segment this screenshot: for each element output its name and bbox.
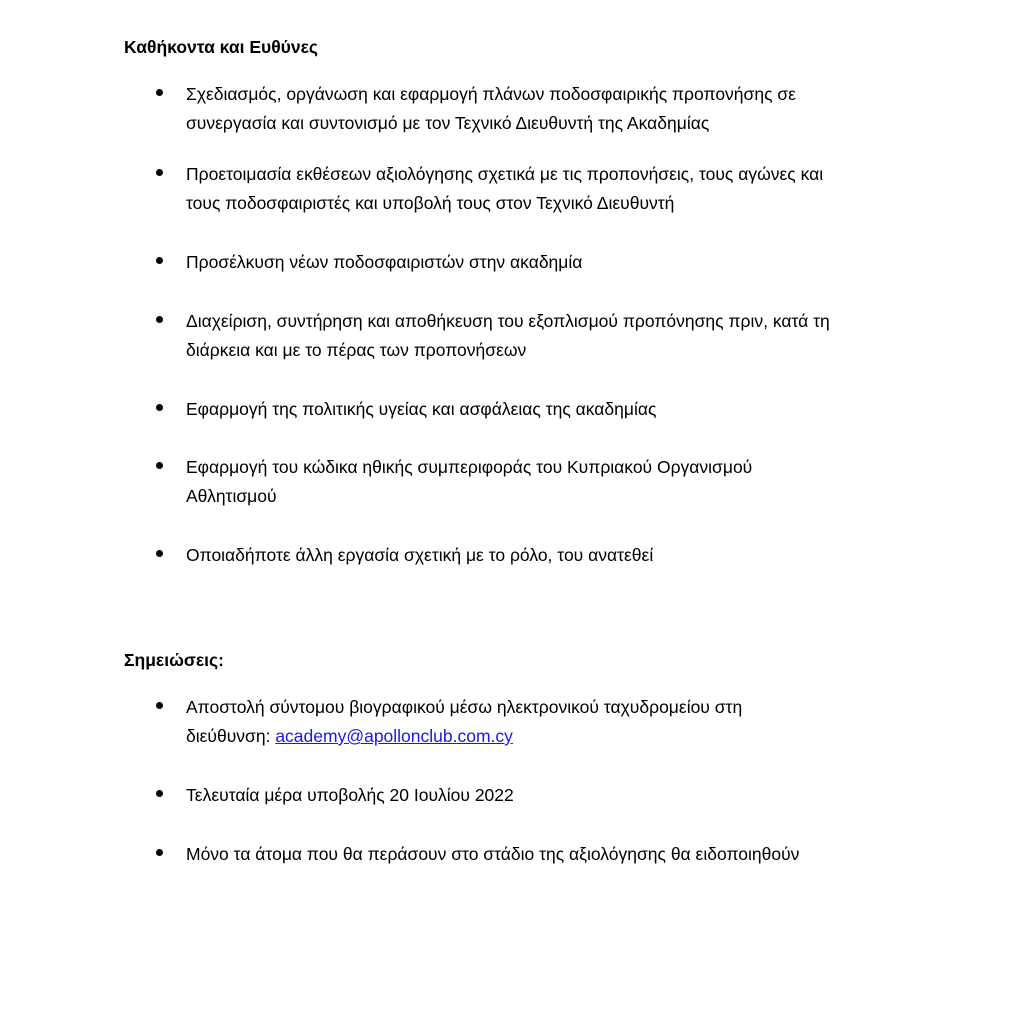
bullet-icon [156,404,163,411]
list-item-text: Προετοιμασία εκθέσεων αξιολόγησης σχετικά με τις προπονήσεις, τους αγώνες και τους ποδοσφαιριστές και υποβολή τους στον Τεχνικό Διευθυντή [186,164,824,213]
bullet-icon [156,550,163,557]
bullet-icon [156,702,163,709]
email-prompt-text: Αποστολή σύντομου βιογραφικού μέσω ηλεκτρονικού ταχυδρομείου στη διεύθυνση: [186,697,743,746]
bullet-icon [156,89,163,96]
list-item-text: Τελευταία μέρα υποβολής 20 Ιουλίου 2022 [186,785,514,805]
list-item-text [186,693,898,751]
notes-heading: Σημειώσεις: [124,650,224,670]
list-item-text: Εφαρμογή του κώδικα ηθικής συμπεριφοράς του Κυπριακού Οργανισμού Αθλητισμού [186,457,753,506]
bullet-icon [156,462,163,469]
list-item-text: Διαχείριση, συντήρηση και αποθήκευση του εξοπλισμού προπόνησης πριν, κατά τη διάρκεια και με το πέρας των προπονήσεων [186,311,830,360]
bullet-icon [156,257,163,264]
bullet-icon [156,169,163,176]
bullet-icon [156,316,163,323]
duties-heading: Καθήκοντα και Ευθύνες [124,37,318,57]
list-item-text: Οποιαδήποτε άλλη εργασία σχετική με το ρόλο, του ανατεθεί [186,545,654,565]
list-item-text: Σχεδιασμός, οργάνωση και εφαρμογή πλάνων ποδοσφαιρικής προπονήσης σε συνεργασία και συντονισμό με τον Τεχνικό Διευθυντή της Ακαδημίας [186,84,796,133]
bullet-icon [156,790,163,797]
list-item-text: Προσέλκυση νέων ποδοσφαιριστών στην ακαδημία [186,252,583,272]
list-item-text: Εφαρμογή της πολιτικής υγείας και ασφάλειας της ακαδημίας [186,399,657,419]
list-item-text: Μόνο τα άτομα που θα περάσουν στο στάδιο της αξιολόγησης θα ειδοποιηθούν [186,844,800,864]
bullet-icon [156,849,163,856]
email-link[interactable]: academy@apollonclub.com.cy [275,726,513,746]
